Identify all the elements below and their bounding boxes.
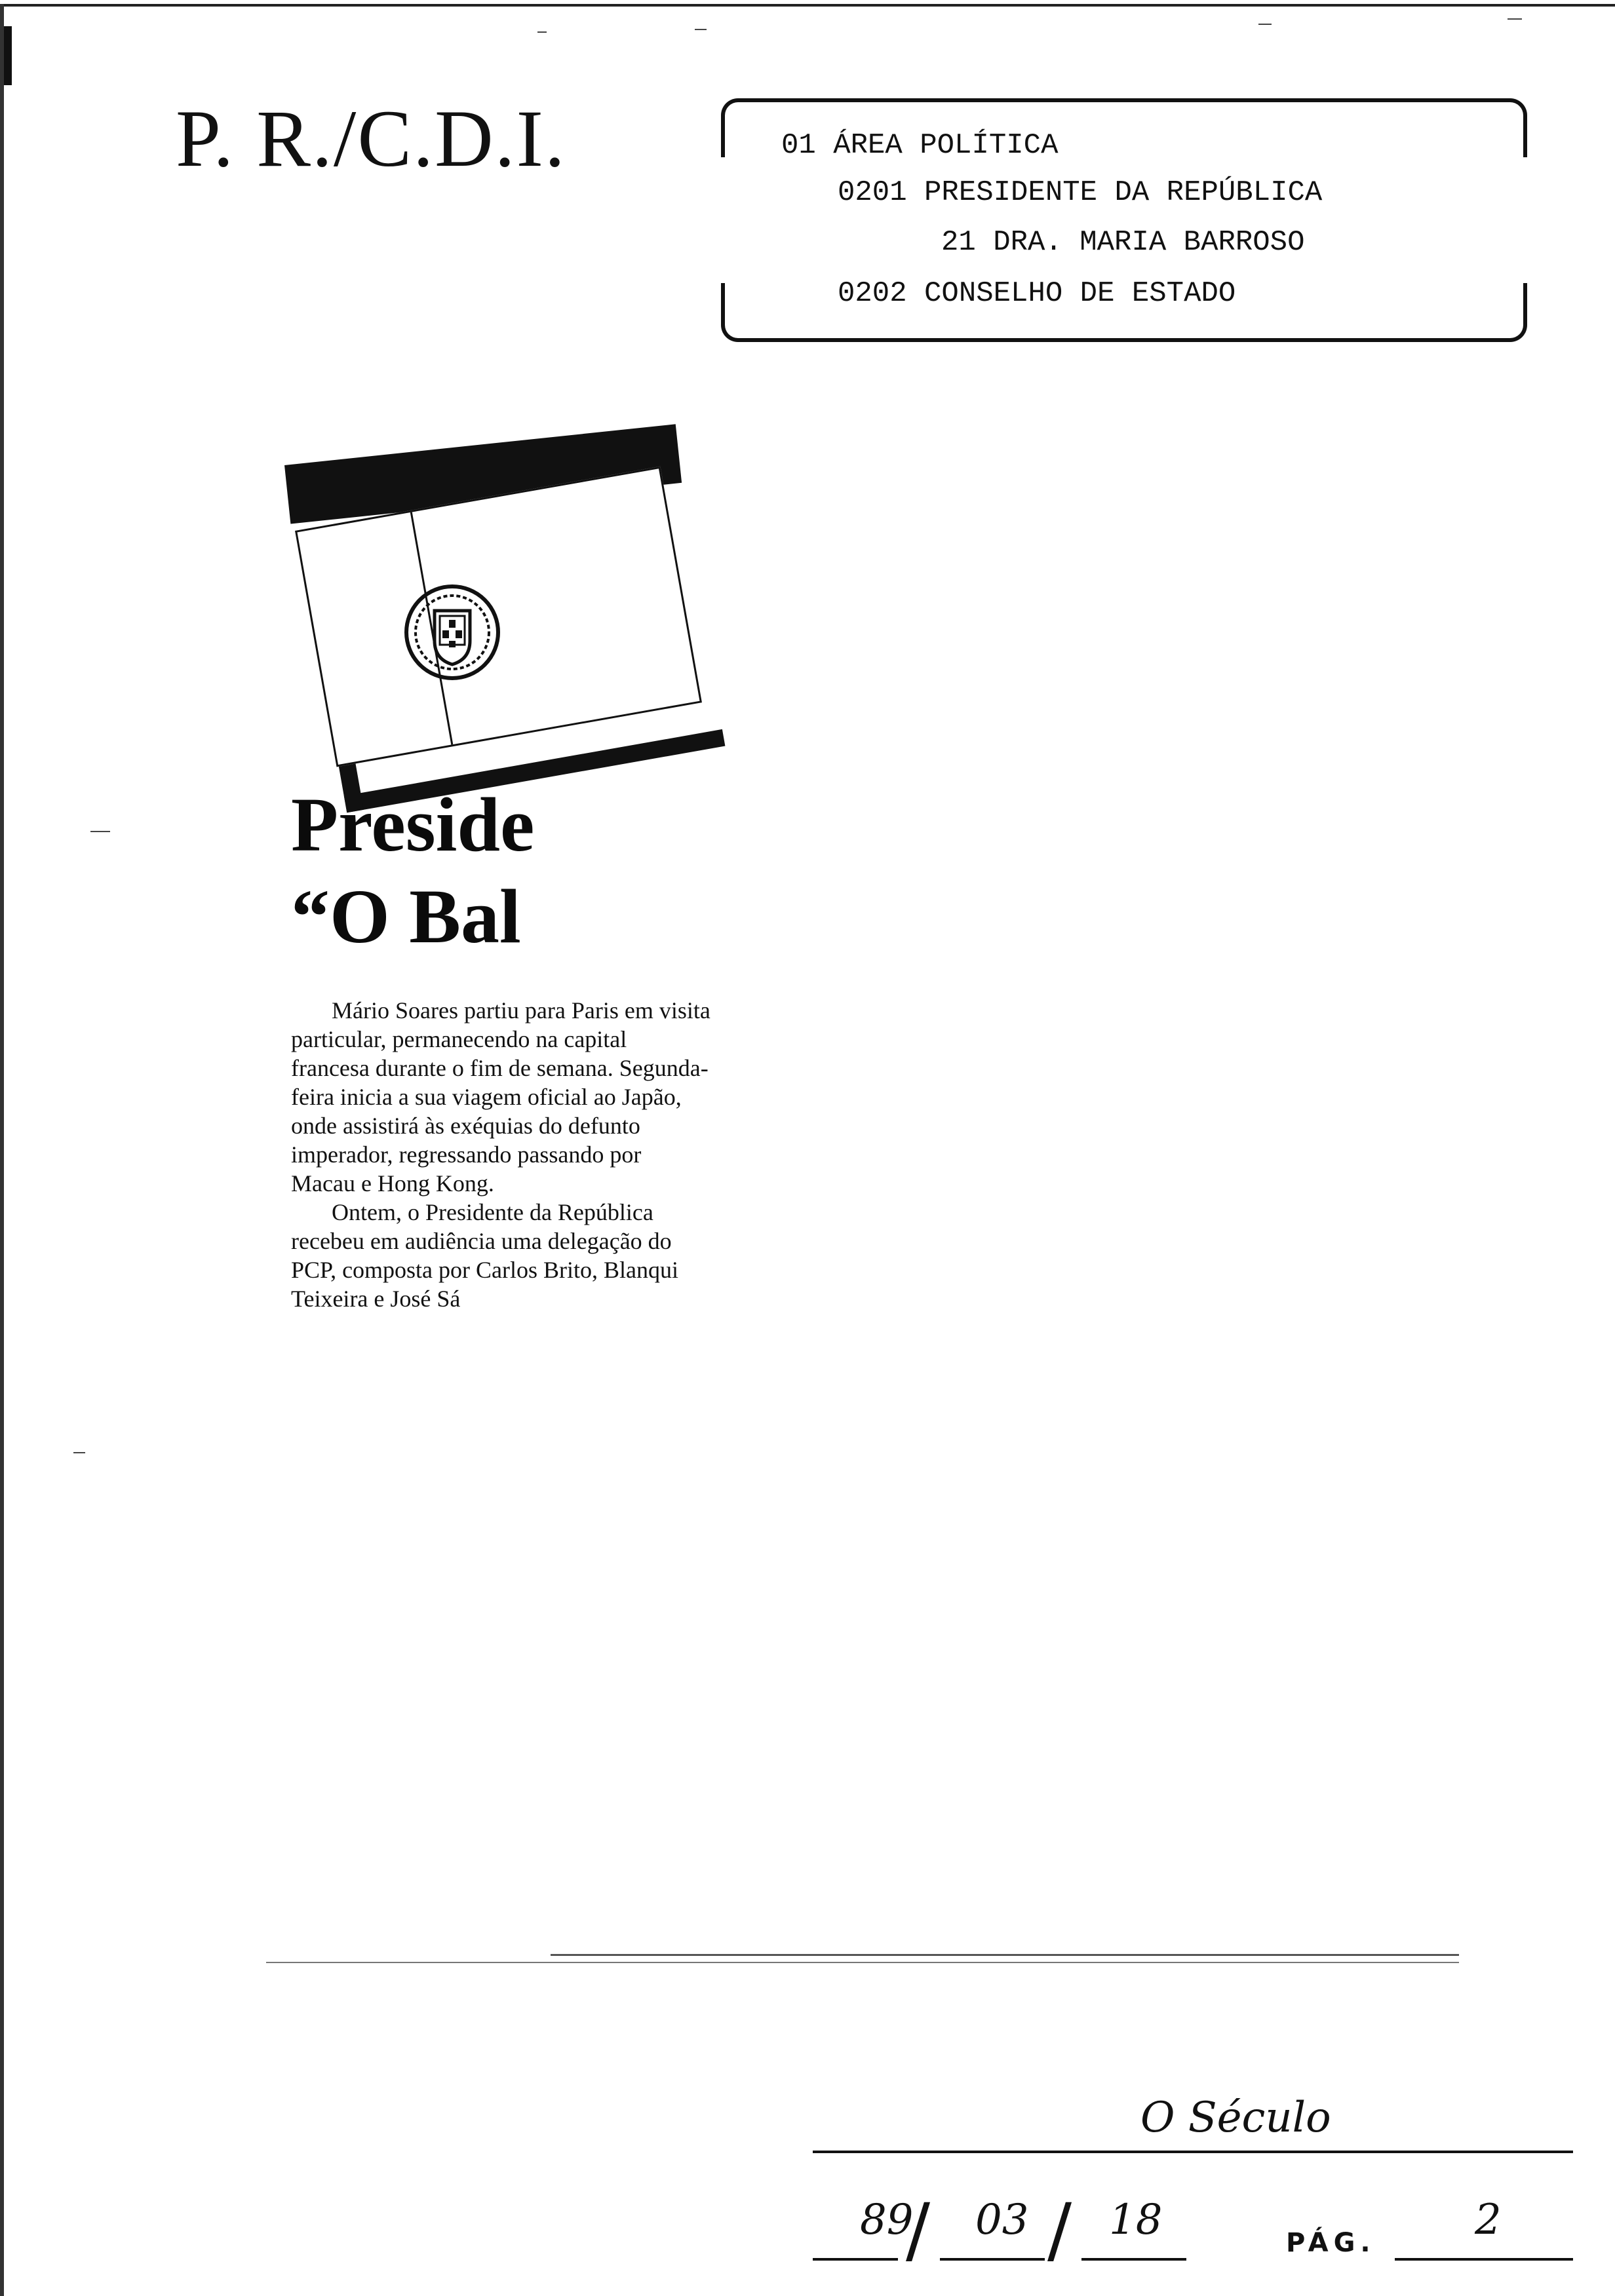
- date-day: 18: [1109, 2196, 1163, 2244]
- source-handwritten: O Século: [1140, 2094, 1331, 2142]
- portuguese-crest-icon: [403, 583, 501, 681]
- classification-line: 21 DRA. MARIA BARROSO: [941, 226, 1305, 259]
- date-separator: /: [1047, 2188, 1072, 2272]
- scan-speck: [1258, 24, 1272, 25]
- newspaper-clipping: [275, 446, 710, 1494]
- scan-speck: [537, 31, 547, 33]
- article-headline-line1: Preside: [291, 782, 535, 868]
- classification-line: 01 ÁREA POLÍTICA: [781, 129, 1059, 162]
- page-rule: [551, 1954, 1459, 1956]
- scan-speck: [695, 29, 707, 30]
- scan-top-edge: [0, 4, 1615, 7]
- classification-box: [721, 98, 1527, 342]
- article-body: [291, 996, 710, 1313]
- article-paragraph: Ontem, o Presidente da República recebeu em audiência uma delegação do PCP, composta por Carlos Brito, Blanqui Teixeira e José Sá: [291, 1199, 679, 1312]
- date-day-line: [1081, 2258, 1186, 2261]
- article-paragraph: Mário Soares partiu para Paris em visita particular, permanecendo na capital francesa durante o fim de semana. Segunda-feira inicia a sua viagem oficial ao Japão, onde assistirá às exéquias do defunto imperador, regressando passando por Macau e Hong Kong.: [291, 997, 710, 1196]
- scan-speck: [1508, 18, 1522, 20]
- archive-stamp: P. R./C.D.I.: [176, 94, 566, 183]
- page-number-line: [1395, 2258, 1573, 2261]
- date-separator: /: [906, 2188, 931, 2272]
- date-month: 03: [975, 2196, 1029, 2244]
- scan-speck: [73, 1452, 85, 1453]
- date-year: 89: [860, 2196, 914, 2244]
- page-number: 2: [1475, 2196, 1502, 2244]
- classification-line: 0201 PRESIDENTE DA REPÚBLICA: [838, 176, 1323, 209]
- page-rule: [266, 1962, 1459, 1963]
- classification-line: 0202 CONSELHO DE ESTADO: [838, 277, 1236, 310]
- scan-left-edge: [0, 4, 4, 2296]
- page-label: PÁG.: [1286, 2228, 1376, 2258]
- date-month-line: [940, 2258, 1045, 2261]
- scan-binding-mark: [4, 26, 12, 85]
- scan-speck: [90, 831, 110, 832]
- article-headline-line2: “O Bal: [291, 873, 521, 959]
- date-year-line: [813, 2258, 898, 2261]
- source-line: [813, 2151, 1573, 2153]
